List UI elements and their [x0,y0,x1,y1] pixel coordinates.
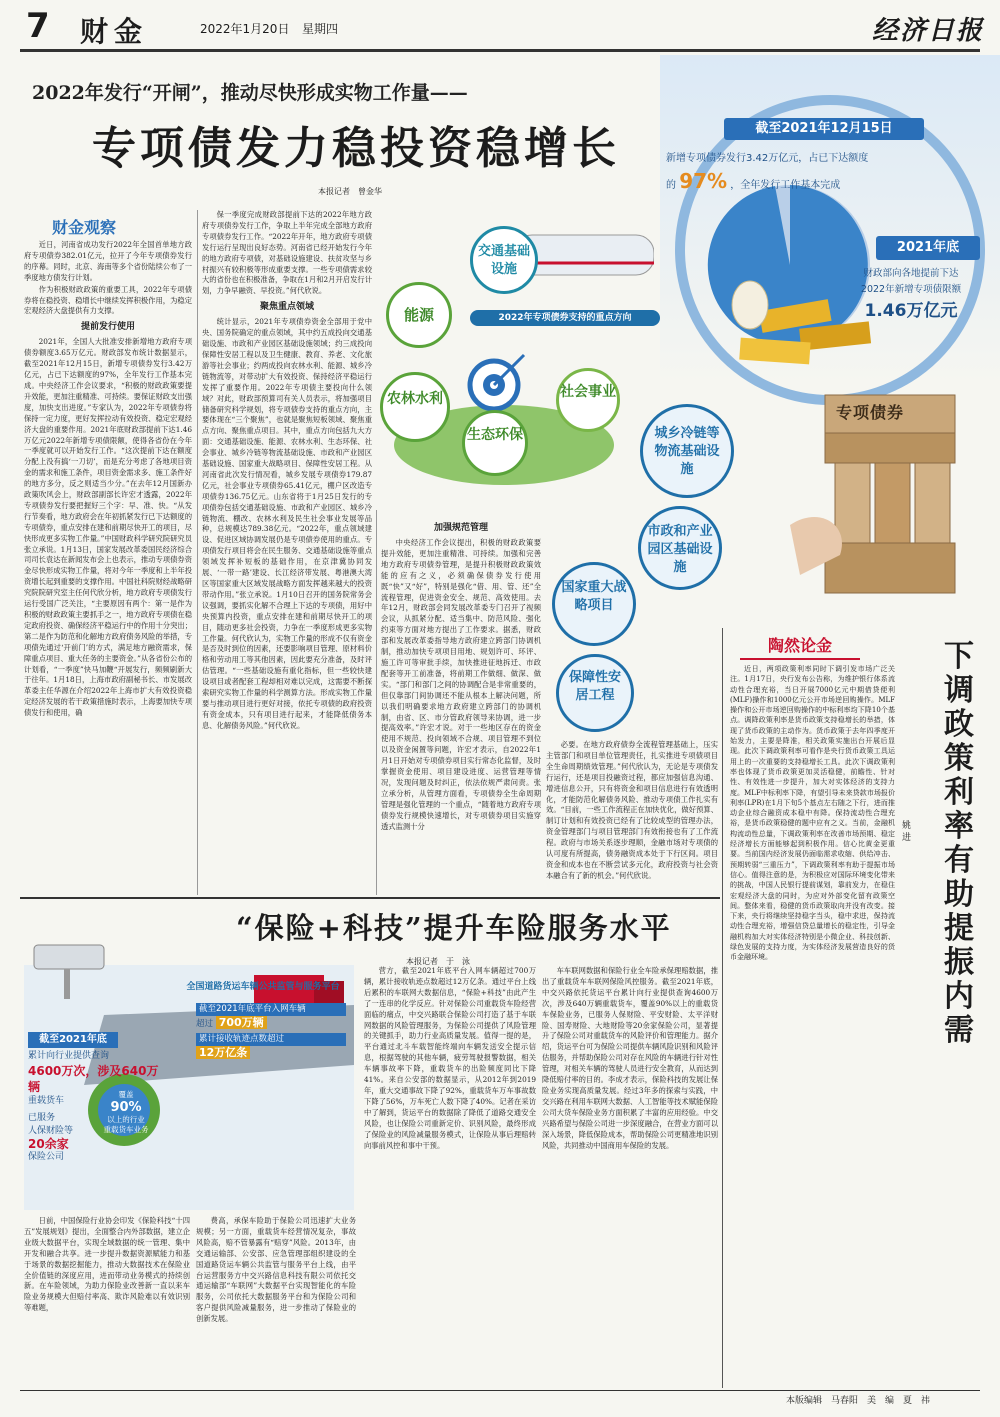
commentary-border [722,628,723,1388]
platform-right-line2: 累计接收轨迹点数超过 [196,1033,346,1046]
info-yearend-value: 1.46万亿元 [864,301,958,321]
commentary-body-lower [730,980,980,1368]
platform-left-line1: 累计向行业提供查询 [28,1051,110,1061]
article1-col2b-body: 统计显示，2021年专项债券资金全部用于党中央、国务院确定的重点领域，其中约五成投向交通基础设施、市政和产业园区基础设施领域；约三成投向保障性安居工程以及卫生健康、教育、养老、文化旅游等社会事业；约两成投向农林水利、能源、城乡冷链物流等，对带动扩大有效投资、保持经济平稳运行发挥了重要作用。2022年专项债主要投向什么领域？对此，财政部预算司有关人员表示，将加强项目储备研究科学规划，将专项债券支持的重点方向，主要体现在“三个聚焦”，也就是聚焦短板领域、聚焦重点方向、聚焦重点项目。其中，重点方向包括九大方面：交通基础设施、能源、农林水利、生态环保、社会事业、城乡冷链等物流基础设施、市政和产业园区基础设施、国家重大战略项目、保障性安居工程。从河南省此次发行情况看，城乡发展专项债券179.87亿元，社会事业专项债券65.41亿元，棚户区改造专项债券136.75亿元。山东省将于1月25日发行的专项债券包括交通基础设施、市政和产业园区、城乡冷链物流、棚改、农林水利及民生社会事业发展等品种，总规模达789.38亿元。“2022年，重点领域建设、促进区域协调发展仍是专项债券使用的重点。专项债发行项目将会在民生服务、交通基础设施等重点领域发挥补短板的基础作用，在京津冀协同发展、‘一带一路’建设、长江经济带发展、粤港澳大湾区等国家重大区域发展战略方面发挥越来越大的投资带动作用。”张立承说。1月10日召开的国务院常务会议强调，要抓实化解不合理上下达的专项债，用好中央预算内投资，重点安排在建和前期尽快开工的项目，随动更多社会投资，力争在一季度形成更多实物工作量。何代欣认为，实物工作量的形成不仅有资金是否及时到位的因素，还要影响项目管理、原材料价格和劳动用工等其他因素，因此要充分准备，及时评估管理。“一些基础设施有重化指标，但一些较快建设项目或者配套工程却相对难以完成，这需要不断探索研究实物工作量的科学测算方法。形成实物工作量要与推动项目进行更好对接，依托专项债的政府投资有资金成本，只有项目进行起来，才能降低债务本息、化解债务风险。”何代欣说。 [202,317,372,730]
footer-editors: 本版编辑 马春阳 美 编 夏 祎 [786,1396,931,1406]
article2-column-2 [196,1216,356,1386]
platform-title: 全国道路货运车辆公共监管与服务平台 [186,982,340,992]
platform-left-line2: 重载货车 [28,1096,65,1106]
issue-date: 2022年1月20日 [200,22,290,36]
article2-column-3 [364,966,536,1386]
commentary-body-upper [730,664,895,974]
platform-circle-text1: 以上的行业 [107,1115,145,1124]
platform-right-date: 截至2021年底平台入网车辆 [196,1003,346,1016]
article2-col1-body: 日前，中国保险行业协会印发《保险科技“十四五”发展规划》提出，全面整合内外部数据，建立企业级大数据平台，实现全域数据的统一管理、集中开发和融合共享。进一步提升数据资源赋能力和基于场景的数据挖掘能力，推动大数据技术在保险业全价值链的深度应用，进而带动业务模式的持续创新。在车险领域，为助力保险业改善新一直以来车险业务规模大但赔付率高、欺诈风险难以有效识别等难题， [24,1216,190,1313]
platform-right-line1: 超过 [196,1019,214,1029]
article2-column-1 [24,1216,190,1386]
platform-left-line3: 已服务 [28,1113,56,1123]
area-traffic: 交通基础设施 [470,226,538,294]
article1-col1-body: 2021年，全国人大批准安排新增地方政府专项债券额度3.65万亿元。财政部发布统计数据显示，截至2021年12月15日，新增专项债券发行3.42万亿元，占已下达额度的97%，全年发行工作基本完成。中央经济工作会议要求，“积极的财政政策要提升效能，更加注重精准、可持续。要保证财政支出强度，加快支出进度。”专家认为，2022年专项债券将保持一定力度，更好发挥拉动有效投资、稳定宏观经济大盘的重要作用。2021年底财政部提前下达1.46万亿元2022年新增专项债限额，使得各省份在今年一季度就可以开始发行工作。“这次提前下达在额度分配上没有搞‘一刀切’，而是充分考虑了各地项目资金的需求和施工条件，项目资金需求多、施工条件好的地方多分，反之则适当少分。”在去年12月国新办政策吹风会上，财政部副部长许宏才透露，2022年专项债券发行要把握好三个字：早、准、快。“从发行节奏看，地方政府会在年初抓紧发行已下达额度的专项债券，重点安排在建和前期尽快开工的项目，尽快形成更多实物工作量。”中国财政科学研究院研究员张立承说。1月13日，国家发展改革委国民经济综合司司长袁达在新闻发布会上也表示，推动专项债券资金尽快形成实物工作量，将对今年一季度和上半年投资增长起到重要的支撑作用。中国社科院财经战略研究院院研究室主任何代欣分析，地方政府专项债发行运行受国广泛关注，“主要原因有两个：第一是作为积极的财政政策主要抓手之一，地方政府专项债在稳定政府投资、确保经济平稳运行中的作用十分突出；第二是作为防范和化解地方政府债务风险的举措，专项债先通过‘开前门’的方式，满足地方融资需求，保障重点项目、重大任务的主要资金。”从各省份公布的计划看，“一季度”快马加鞭“开展发行，频频刷新大于往年。1月18日，上海市政府副秘书长、市发展改革委主任华源在介绍2022年上海市扩大有效投资稳定经济发展的若干政策措施时表示，上海要加快专项债发行和使用，确 [24,337,192,718]
subhead-early-issue: 提前发行使用 [80,322,135,333]
area-cold-chain: 城乡冷链等物流基础设施 [640,404,734,498]
coin-bag [732,281,768,329]
article1-col4-body: 必要。在地方政府债券全流程管理基础上，压实主管部门和项目单位管理责任，扎实推进专项债项目全生命周期绩效管理。”何代欣认为，无论是专项债发行运行，还是项目投融资过程，都应加强信息沟通、增进信息公开，只有将资金和项目信息进行有效透明化，才能防范化解债务风险、推动专项债工作扎实有效。“目前，一些工作流程正在加快优化，做好预算、制订计划和有效投资已经有了比较成型的管理办法，资金管理部门与项目管理部门有效衔接也有了工作流程。政府与市场关系逐步理顺，金融市场对专项债的认可度有所提高，债务融资成本处于下行区间。项目资金和成本也在不断尝试多元化，政府投资与社会资本融合有了新的机会。”何代欣说。 [546,740,718,880]
article1-headline: 专项债发力稳投资稳增长 [92,123,620,174]
info-yearend-line1: 财政部向各地提前下达 [863,268,959,279]
area-agriculture: 农林水利 [380,372,450,442]
col-divider [376,510,377,895]
platform-left-value2: 20余家 [28,1137,69,1151]
subhead-key-areas: 聚焦重点领域 [259,302,314,313]
info-stat-text: 新增专项债券发行3.42万亿元，占已下达额度 [666,153,869,164]
platform-circle-pct: 90% [110,1100,142,1115]
info-yearend-text [836,266,986,324]
masthead [0,0,1000,52]
area-housing: 保障性安居工程 [556,654,634,732]
area-energy: 能源 [386,282,452,348]
article1-col2-body: 保一季度完成财政部提前下达的2022年地方政府专项债券发行工作，争取上半年完成全部地方政府专项债券发行工作。“2022年开年，地方政府专项债发行运行呈现出良好态势。河南省已经开始发行今年的地方政府专项债，对基础设施建设、扶贫攻坚与乡村振兴有较积极等形成重要支撑。一些专项债需求较大的省份也在积极准备，争取在1月和2月开启发行计划，力争早融资、早投资。”何代欣说。 [202,210,372,296]
info-stat-tail: ，全年发行工作基本完成 [730,180,841,191]
footer-rule [20,1390,980,1391]
article1-column-1 [24,240,192,895]
platform-left-line4: 人保财险等 [28,1126,74,1136]
article2-column-4 [542,966,718,1386]
article1-col3-body: 中央经济工作会议提出，积极的财政政策要提升效能，更加注重精准、可持续。加强和完善地方政府专项债券管理，是提升积极财政政策效能的应有之义，必须确保债券发行使用既“快”又“好”，特别是强化“借、用、管、还”全流程管理，促进资金安全、规范、高效使用。去年12月，财政部会同发展改革委专门召开了视频会议，从抓紧分配、适当集中、防范风险、强化约束等方面对地方提出了工作要求。据悉，财政部和发展改革委指导地方政府建立跨部门协调机制，推动加快专项项目用地、规划许可、环评、施工许可等审批手续，加快推进征地拆迁、市政配套等开工前准备，将前期工作做细、做深、做实。“部门和部门之间的协调配合是非常重要的，但仅靠部门间协调还不能从根本上解决问题，所以我们明确要求地方政府建立跨部门的协调机制，由省、区、市分管政府领导来协调，进一步提高效率。”许宏才说。对于一些地区存在的资金使用不规范、投向领域不合规、项目管理不到位以及资金闲置等问题，许宏才表示，自2022年1月1日开始对专项债券项目实行常态化监督，及时掌握资金使用、项目建设进度、运营管理等情况，发现问题及时纠正，依法依规严肃问责。张立承分析，从管理方面看，专项债券全生命周期管理是强化管理的一个重点，“随着地方政府专项债券发行规模快速增长，对专项债券项目实施穿透式监测十分 [381,538,541,831]
platform-right-value1: 700万辆 [216,1016,267,1029]
wooden-blocks [825,395,955,593]
article1-byline: 本报记者 曾金华 [318,187,382,196]
blocks-label: 专项债券 [836,403,905,422]
commentary-author: 姚 进 [902,821,921,843]
masthead-rule [20,49,980,52]
info-yearend-title: 2021年底 [876,236,980,260]
platform-left-value: 4600万次，涉及640万辆 [28,1064,159,1094]
platform-circle-prefix: 覆盖 [118,1090,134,1099]
article2-col4-body: 车车联网数据和保险行业全车险承保理赔数据，推出了重载货车车联网保险风控服务。截至2021年底，中交兴路依托货运平台累计向行业提供查询4600万次，涉及640万辆重载货车，覆盖90%以上的重载货车保险业务，已服务人保财险、平安财险、太平洋财险、国寿财险、大地财险等20余家保险公司，显著提升了保险公司对重载货车的风险评价和管理能力。据介绍，货运平台可为保险公司提供车辆风险识别和风险评估服务，并帮助保险公司对存在风险的车辆进行针对性管理，对相关车辆的驾驶人员进行安全教育，从而达到降低赔付率的目的。李成才表示，保险科技的发展让保险业务实现高质量发展。经过3年多的探索与实践，中交兴路在利用车联网大数据、人工智能等技术赋能保险公司大货车保险业务方面积累了丰富的应用经验。中交兴路希望与保险公司进一步深度融合，在营业方面可以深入场景，降低保险成本，帮助保险公司更精准地识别风险，共同推动中国商用车保险的发展。 [542,966,718,1150]
platform-right-value2: 12万亿条 [196,1046,250,1059]
commentary-tag: 陶然论金 [740,634,860,660]
platform-left-line5: 保险公司 [28,1152,65,1162]
cctv-camera [34,945,104,969]
article1-column-3 [381,518,541,895]
info-date-title: 截至2021年12月15日 [724,118,924,140]
col-divider [197,210,198,895]
section-name: 财金 [80,15,149,48]
article1-lead2: 作为积极财政政策的重要工具，2022年专项债券将在稳投资、稳增长中继续发挥积极作用，为稳定宏观经济大盘提供有力支撑。 [24,284,192,316]
article2-col3-body: 营方，截至2021年底平台入网车辆超过700万辆，累计接收轨迹点数超过12万亿条。通过平台上线后累积的车联网大数据信息，“保险+科技”由此产生了一连串的化学反应。针对保险公司重载货车险经营面临的痛点，中交兴路联合保险公司打造了基于车联网数据的风险管理服务，为保险公司提供了风险管理的关键抓手，助力行业高质量发展。值得一提的是，平台通过北斗车载智能终端向车辆发送安全提示信息，根据驾驶的其他车辆，疲劳驾驶报警数据，相关车辆事故率下降，重载货车的出险频度同比下降41%。来自公安部的数据显示，从2012年到2019年，重大交通事故下降了92%，重载货车万车事故数下降了56%，万车死亡人数下降了40%。记者在采访中了解到，货运平台的数据除了降低了道路交通安全风险，也让保险公司重新定价、识别风险，最终形成了保险业的风险减量服务模式，让保险从事后理赔转向事前风控和事中干预。 [364,966,536,1150]
commentary-body: 近日，两项政策利率同时下调引发市场广泛关注。1月17日，央行发布公告称，为维护银行体系流动性合理充裕，当日开展7000亿元中期借贷便利(MLF)操作和1000亿元公开市场逆回购操作。MLF操作和公开市场逆回购操作的中标利率均下降10个基点。调降政策利率是货币政策支持稳增长的举措，体现了货币政策的主动作为。货币政策于去年四季度开始发力，主要是降准，相关政策实施出台开展后显现。此次下调政策利率可看作是央行货币政策工具运用上的一次重要的支持稳增长工具。此次下调政策利率也体现了货币政策更加灵活稳健，前瞻性、针对性、有效性进一步提升，加大对实体经济的支持力度。MLF中标利率下降，有望引导未来贷款市场报价利率(LPR)在1月下旬5个基点左右随之下行，进而推动企业综合融资成本稳中有降。保持流动性合理充裕，是货币政策稳健的题中应有之义。当前，金融机构流动性总量，下调政策利率在改善市场预期、稳定经济增长方面能够起到积极作用。信心比黄金更重要。当前国内经济发展仍面临需求收缩、供给冲击、预期转弱“三重压力”，下调政策利率有助于提振市场信心。值得注意的是，为积极应对国际环境变化带来的挑战，中国人民银行提前谋划，靠前发力，在稳住宏观经济大盘的同时，为应对外部变化留有政策空间。整体来看，稳健的货币政策取向并没有改变。接下来，央行将继续坚持稳字当头，稳中求进，保持流动性合理充裕，增强信贷总量增长的稳定性，引导金融机构加大对实体经济特别是小微企业、科技创新、绿色发展的支持力度，为实体经济发展营造良好的货币金融环境。 [730,665,895,962]
area-municipal: 市政和产业园区基础设施 [638,506,722,590]
article1-column-4 [546,740,718,895]
section-divider [20,897,720,899]
info-stat-line [666,148,966,197]
area-national-strategy: 国家重大战略项目 [552,562,636,646]
commentary-headline: 下调政策利率有助提振内需 [944,639,974,1048]
platform-circle-text [98,1090,154,1135]
info-yearend-line2: 2022年新增专项债限额 [860,284,962,295]
focus-ring-title: 2022年专项债券支持的重点方向 [470,310,660,326]
article1-lead: 近日，河南省成功发行2022年全国首单地方政府专项债券382.01亿元，拉开了今年专项债券发行的序幕。同时，北京、海南等多个省份陆续公布了一季度地方债发行计划。 [24,240,192,282]
issue-weekday: 星期四 [302,22,339,36]
platform-left-date: 截至2021年底 [28,1032,118,1048]
article1-kicker: 2022年发行“开闸”，推动尽快形成实物工作量—— [32,82,468,104]
subhead-regulation: 加强规范管理 [433,523,488,533]
article2-col2-body: 费高，承保车险助于保险公司迅速扩大业务规模；另一方面，重载货车经营情况复杂，事故风险高，赔不管暴露有“赔穿”风险。2013年，由交通运输部、公安部、应急管理部组织建设的全国道路货运车辆公共监管与服务平台上线，由平台运营服务方中交兴路信息科技有限公司依托交通运输部“车联网”大数据平台实现智能化的车险服务，公司依托大数据服务平台和为保险公司和客户提供风险减量服务，进一步推动了保险业的创新发展。 [196,1216,356,1324]
area-social: 社会事业 [556,368,620,432]
area-ecology: 生态环保 [462,410,528,476]
platform-right-text [196,1003,346,1061]
paper-logo: 经济日报 [872,16,985,46]
article1-column-2 [202,210,372,895]
article2-headline: “保险+科技”提升车险服务水平 [236,911,672,945]
article2-byline: 本报记者 于 泳 [406,957,470,966]
page-number: 7 [26,6,50,46]
platform-circle-text2: 重载货车业务 [103,1125,149,1134]
info-stat-pct: 97% [679,169,728,193]
column-tag-caijin: 财金观察 [52,218,117,237]
info-stat-prefix: 的 [666,180,676,191]
